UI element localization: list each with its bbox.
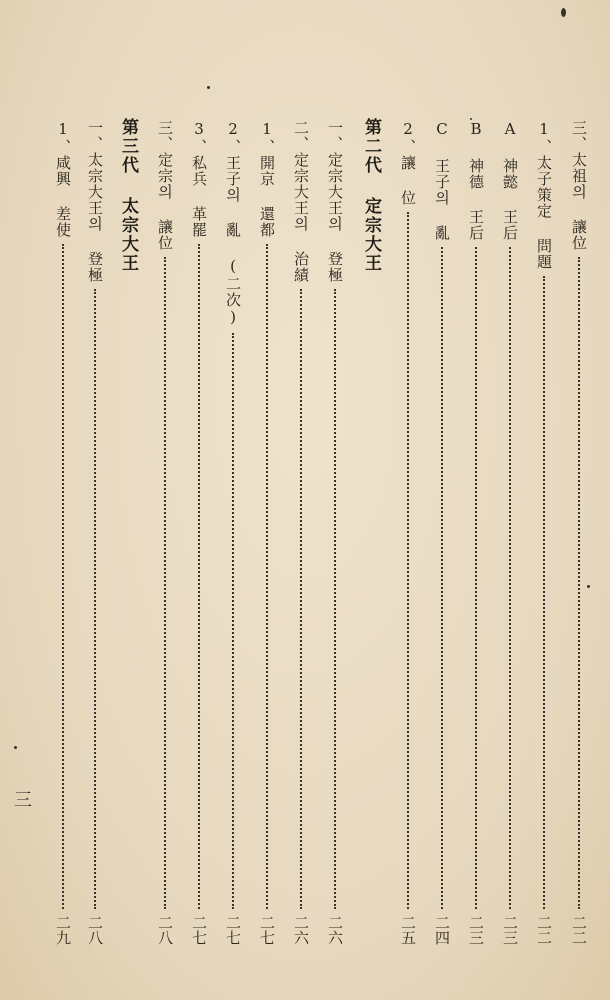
entry-label: 一、定宗大王의 登極 — [326, 120, 344, 283]
dot-leader — [300, 289, 302, 909]
page-folio: 三 — [14, 790, 32, 811]
entry-label: 三、定宗의 讓位 — [156, 120, 174, 251]
dot-leader — [266, 244, 268, 909]
dot-leader — [198, 244, 200, 909]
dot-leader — [62, 244, 64, 909]
entry-label: C 王子의 亂 — [433, 120, 451, 241]
entry-label: 一、太宗大王의 登極 — [86, 120, 104, 283]
paper-speck — [14, 746, 17, 749]
toc-entry — [463, 120, 489, 945]
dot-leader — [164, 257, 166, 909]
entry-page-number: 二三 — [501, 915, 519, 945]
paper-speck — [561, 8, 566, 17]
dot-leader — [509, 247, 511, 909]
entry-page-number: 二三 — [467, 915, 485, 945]
dot-leader — [232, 333, 234, 909]
entry-page-number: 二五 — [399, 915, 417, 945]
entry-page-number: 二七 — [224, 915, 242, 945]
entry-page-number: 二七 — [190, 915, 208, 945]
toc-entry — [288, 120, 314, 945]
toc-entry — [531, 120, 557, 945]
entry-label: 1、太子策定 問題 — [535, 120, 553, 270]
toc-entry — [429, 120, 455, 945]
toc-entry — [50, 120, 76, 945]
entry-label: 1、開京 還都 — [258, 120, 276, 238]
dot-leader — [543, 276, 545, 909]
dot-leader — [334, 289, 336, 909]
entry-label: 2、讓 位 — [399, 120, 417, 206]
paper-speck — [587, 585, 590, 588]
dot-leader — [441, 247, 443, 909]
paper-speck — [470, 118, 472, 120]
entry-label: 3、私兵 革罷 — [190, 120, 208, 238]
entry-label: 1、咸興 差使 — [54, 120, 72, 238]
entry-page-number: 二四 — [433, 915, 451, 945]
toc-entry — [152, 120, 178, 945]
entry-label: B 神德 王后 — [467, 120, 485, 241]
toc-entry — [395, 120, 421, 945]
section-heading: 第二代 定宗大王 — [361, 118, 381, 273]
entry-label: 2、王子의 亂 (二次) — [224, 120, 242, 327]
entry-label: 三、太祖의 讓位 — [570, 120, 588, 251]
entry-label: 二、定宗大王의 治績 — [292, 120, 310, 283]
dot-leader — [407, 212, 409, 909]
dot-leader — [475, 247, 477, 909]
toc-entry — [497, 120, 523, 945]
entry-page-number: 二二 — [535, 915, 553, 945]
entry-page-number: 二六 — [326, 915, 344, 945]
dot-leader — [578, 257, 580, 909]
entry-page-number: 二八 — [86, 915, 104, 945]
toc-entry — [186, 120, 212, 945]
toc-entry — [566, 120, 592, 945]
section-heading: 第三代 太宗大王 — [118, 118, 138, 273]
entry-page-number: 二六 — [292, 915, 310, 945]
entry-page-number: 二八 — [156, 915, 174, 945]
toc-entry — [322, 120, 348, 945]
entry-label: A 神懿 王后 — [501, 120, 519, 241]
entry-page-number: 二九 — [54, 915, 72, 945]
paper-speck — [207, 86, 210, 89]
toc-entry — [220, 120, 246, 945]
entry-page-number: 二七 — [258, 915, 276, 945]
entry-page-number: 二二 — [570, 915, 588, 945]
toc-entry — [82, 120, 108, 945]
dot-leader — [94, 289, 96, 909]
toc-entry — [254, 120, 280, 945]
